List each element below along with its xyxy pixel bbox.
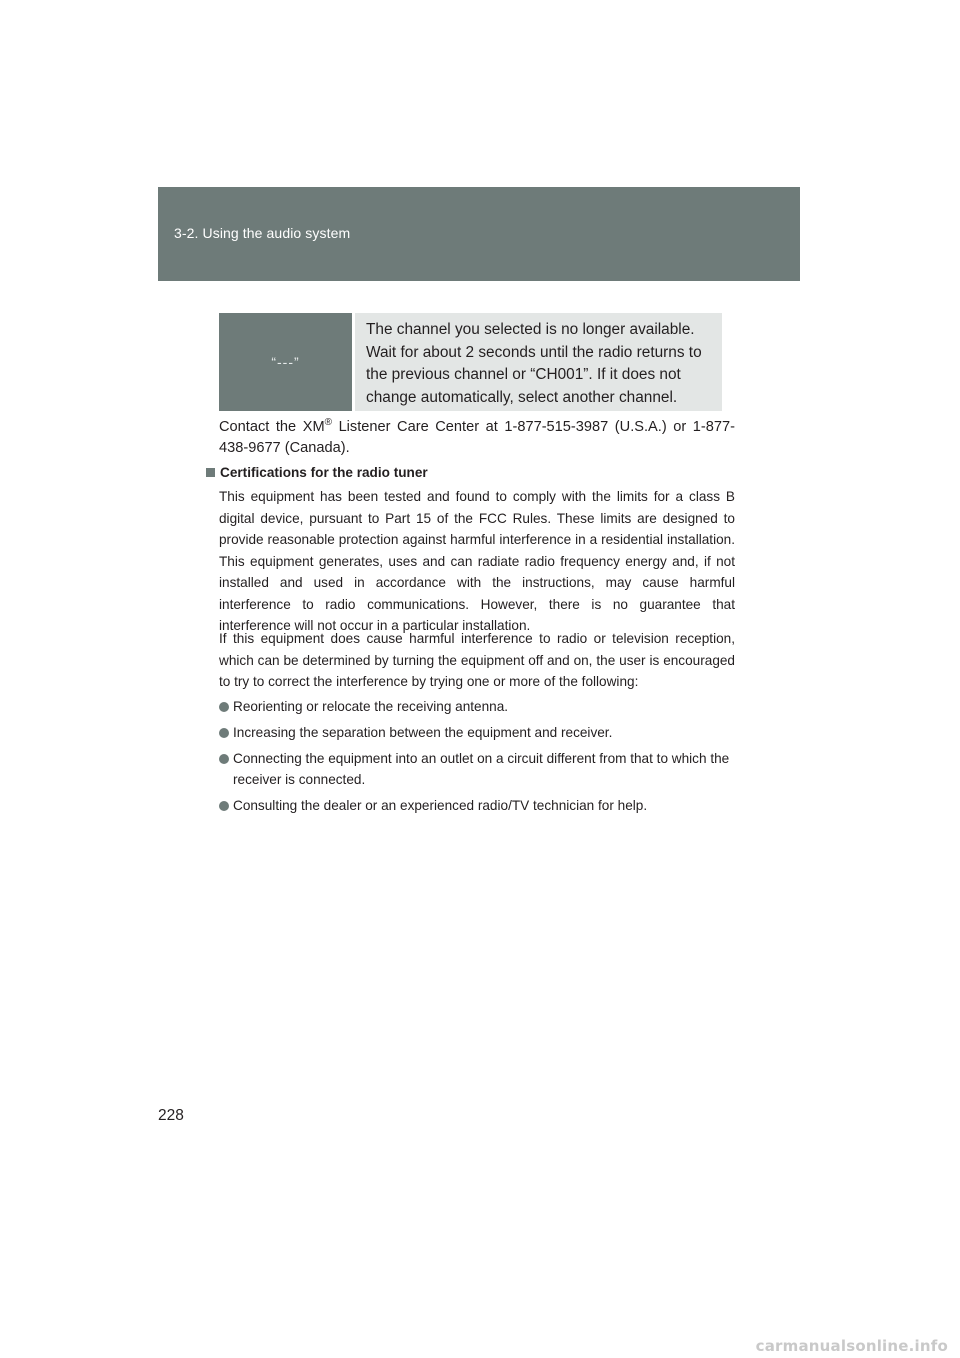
watermark-bar bbox=[0, 1337, 960, 1358]
square-bullet-icon bbox=[206, 468, 215, 477]
list-item-text: Increasing the separation between the equipment and receiver. bbox=[233, 725, 613, 740]
message-description: The channel you selected is no longer available. Wait for about 2 seconds until the radio returns to the previous channel or “CH001”. If it does not change automatically, select another channel. bbox=[366, 321, 702, 406]
watermark-text: carmanualsonline.info bbox=[755, 1337, 948, 1355]
list-item-text: Reorienting or relocate the receiving antenna. bbox=[233, 699, 509, 714]
list-item bbox=[219, 722, 735, 743]
list-item bbox=[219, 696, 735, 717]
list-item bbox=[219, 748, 735, 790]
section-title: 3-2. Using the audio system bbox=[174, 225, 351, 241]
bullet-dot-icon bbox=[219, 754, 229, 764]
contact-suffix: Listener Care Center at 1-877-515-3987 (U.S.A.) or 1-877-438-9677 (Canada). bbox=[219, 419, 735, 456]
page-number: 228 bbox=[158, 1107, 184, 1124]
contact-paragraph bbox=[219, 417, 735, 459]
contact-prefix: Contact the XM bbox=[219, 419, 325, 435]
message-table bbox=[219, 313, 722, 411]
bullet-dot-icon bbox=[219, 801, 229, 811]
list-item-text: Connecting the equipment into an outlet on a circuit different from that to which the receiver is connected. bbox=[233, 751, 730, 787]
registered-mark: ® bbox=[324, 417, 332, 429]
section-header-bar bbox=[158, 187, 800, 281]
message-code-cell bbox=[219, 313, 352, 411]
certifications-paragraph-1: This equipment has been tested and found to comply with the limits for a class B digital device, pursuant to Part 15 of the FCC Rules. These limits are designed to provide reasonable protection against harmful interference in a residential installation. This equipment generates, uses and can radiate radio frequency energy and, if not installed and used in accordance with the instructions, may cause harmful interference to radio communications. However, there is no guarantee that interference will not occur in a particular installation. bbox=[219, 489, 735, 633]
list-item-text: Consulting the dealer or an experienced radio/TV technician for help. bbox=[233, 798, 648, 813]
message-description-cell bbox=[355, 313, 722, 411]
message-code: “---” bbox=[271, 354, 300, 370]
bullet-dot-icon bbox=[219, 728, 229, 738]
certifications-heading-text: Certifications for the radio tuner bbox=[220, 465, 428, 480]
list-item bbox=[219, 795, 735, 816]
bullet-dot-icon bbox=[219, 702, 229, 712]
certifications-paragraph-2: If this equipment does cause harmful interference to radio or television reception, which can be determined by turning the equipment off and on, the user is encouraged to try to correct the interference by trying one or more of the following: bbox=[219, 631, 735, 689]
certifications-heading bbox=[206, 465, 428, 480]
